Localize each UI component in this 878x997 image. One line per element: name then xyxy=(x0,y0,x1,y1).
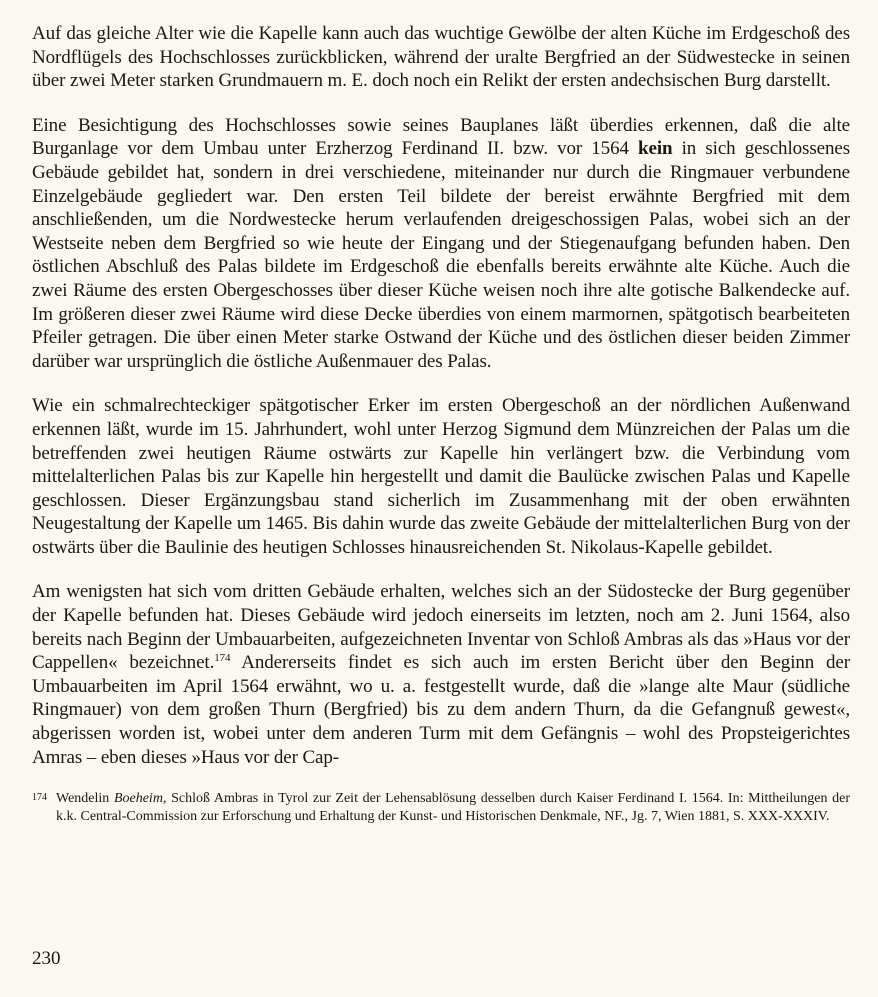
paragraph-1: Auf das gleiche Alter wie die Kapelle kann auch das wuchtige Gewölbe der alten Küche im Erdgeschoß des Nordflügels des Hochschlosses zurückblicken, während der uralte Bergfried an der Südwestecke in seinen über zwei Meter starken Grundmauern m. E. doch noch ein Relikt der ersten andechsischen Burg darstellt. xyxy=(32,23,850,92)
paragraph-2 xyxy=(32,114,850,374)
footnote-text-before: Wendelin xyxy=(56,791,114,807)
footnote-author: Boeheim xyxy=(113,791,163,807)
document-page xyxy=(32,22,850,825)
paragraph-3: Wie ein schmalrechteckiger spätgotischer Erker im ersten Obergeschoß an der nördlichen Außenwand erkennen läßt, wurde im 15. Jahrhundert, wohl unter Herzog Sigmund dem Münzreichen der Palas um die betreffenden zwei heutigen Räume ostwärts zur Kapelle hin verlängert bzw. die Verbindung vom mittelalterlichen Palas bis zur Kapelle hin hergestellt und damit die Baulücke zwischen Palas und Kapelle geschlossen. Dieser Ergänzungsbau stand sicherlich im Zusammenhang mit der oben erwähnten Neugestaltung der Kapelle um 1465. Bis dahin wurde das zweite Gebäude der mittelalterlichen Burg von der ostwärts über die Baulinie des heutigen Schlosses hinausreichenden St. Nikolaus-Kapelle gebildet. xyxy=(32,395,850,558)
paragraph-4-rest: Andererseits findet es sich auch im ersten Bericht über den Beginn der Umbauarbeiten im April 1564 erwähnt, wo u. a. festgestellt wurde, daß die »lange alte Maur (südliche Ringmauer) von dem großen Thurn (Bergfried) bis zu dem andern Thurn, da die Gefangnuß gewest«, abgerissen worden ist, wobei unter dem anderen Turm mit dem Gefängnis – wohl des Propsteigerichtes Amras – eben dieses »Haus vor der Cap- xyxy=(32,652,850,768)
paragraph-4 xyxy=(32,580,850,769)
paragraph-2-rest: in sich geschlossenes Gebäude gebildet hat, sondern in drei verschiedene, miteinander nur durch die Ringmauer verbundene Einzelgebäude gegliedert war. Den ersten Teil bildete der bereist erwähnte Bergfried mit dem anschließenden, um die Nordwestecke herum verlaufenden dreigeschossigen Palas, wobei sich an der Westseite neben dem Bergfried so wie heute der Eingang und der Stiegenaufgang befunden haben. Den östlichen Abschluß des Palas bildete im Erdgeschoß die ebenfalls bereits erwähnte alte Küche. Auch die zwei Räume des ersten Obergeschosses über dieser Küche weisen noch ihre alte gotische Balkendecke auf. Im größeren dieser zwei Räume wird diese Decke überdies von einem marmornen, spätgotisch bearbeiteten Pfeiler getragen. Die über einen Meter starke Ostwand der Küche und des östlichen dieser beiden Zimmer darüber war ursprünglich die östliche Außenmauer des Palas. xyxy=(32,138,850,372)
page-number: 230 xyxy=(32,948,61,969)
emphasis-kein: kein xyxy=(638,138,673,160)
footnote-marker: 174 xyxy=(32,792,47,804)
paragraph-4-lead: Am wenigsten hat sich vom dritten Gebäude erhalten, welches sich an der Südostecke der Burg gegenüber der Kapelle befunden hat. Dieses Gebäude wird jedoch einerseits im letzten, noch am 2. Juni 1564, also bereits nach Beginn der Umbauarbeiten, aufgezeichneten Inventar von Schloß Ambras als das »Haus vor der Cappellen« bezeichnet. xyxy=(32,581,850,674)
footnote-reference: 174 xyxy=(214,652,231,665)
footnote-text-after: , Schloß Ambras in Tyrol zur Zeit der Lehensablösung desselben durch Kaiser Ferdinand I. 1564. In: Mittheilungen der k.k. Central-Commission zur Erforschung und Erhaltung der Kunst- und Historischen Denkmale, NF., Jg. 7, Wien 1881, S. XXX-XXXIV. xyxy=(56,791,850,824)
paragraph-2-lead: Eine Besichtigung des Hochschlosses sowie seines Bauplanes läßt überdies erkennen, daß die alte Burganlage vor dem Umbau unter Erzherzog Ferdinand II. bzw. vor 1564 xyxy=(32,114,850,160)
footnote xyxy=(32,790,850,825)
